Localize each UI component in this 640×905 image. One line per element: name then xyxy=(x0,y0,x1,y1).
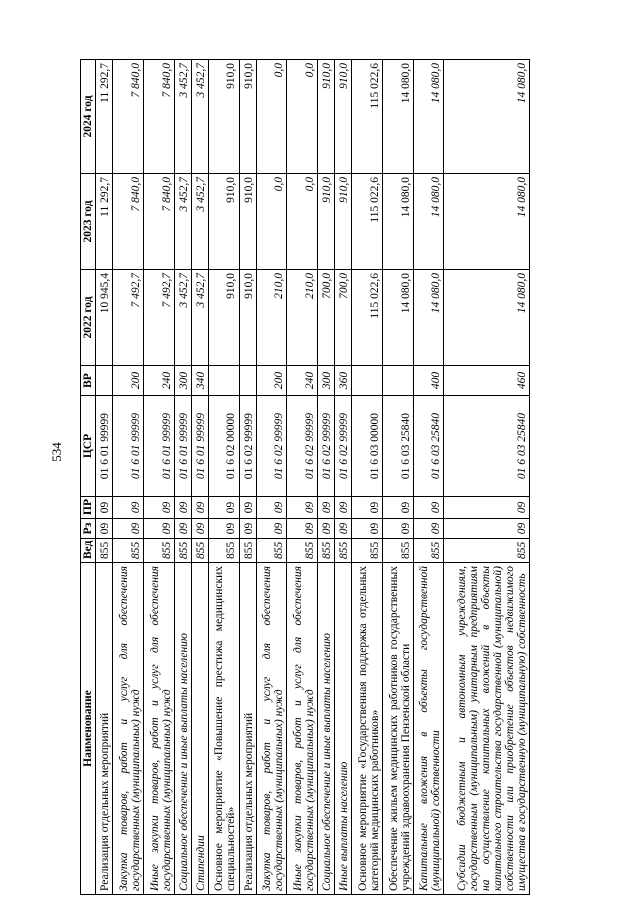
cell-2022: 910,0 xyxy=(239,270,256,366)
table-rotated-wrapper xyxy=(80,60,530,895)
cell-csr: 01 6 02 99999 xyxy=(335,396,352,497)
cell-2024: 910,0 xyxy=(208,60,239,174)
table-row xyxy=(174,60,191,895)
cell-2024: 910,0 xyxy=(335,60,352,174)
cell-2023: 115 022,6 xyxy=(352,174,383,270)
cell-name: Реализация отдельных мероприятий xyxy=(96,563,113,895)
cell-csr: 01 6 03 25840 xyxy=(382,396,413,497)
cell-vr xyxy=(352,366,383,396)
table-row xyxy=(318,60,335,895)
cell-csr: 01 6 02 99999 xyxy=(287,396,318,497)
cell-rz: 09 xyxy=(239,519,256,539)
cell-2023: 910,0 xyxy=(318,174,335,270)
cell-rz: 09 xyxy=(256,519,287,539)
cell-rz: 09 xyxy=(191,519,208,539)
cell-vr: 300 xyxy=(174,366,191,396)
cell-rz: 09 xyxy=(143,519,174,539)
table-body xyxy=(96,60,530,895)
cell-vr: 240 xyxy=(287,366,318,396)
cell-vr: 340 xyxy=(191,366,208,396)
cell-pr: 09 xyxy=(335,497,352,519)
cell-2023: 14 080,0 xyxy=(382,174,413,270)
cell-ved: 855 xyxy=(335,539,352,563)
cell-csr: 01 6 02 99999 xyxy=(318,396,335,497)
cell-csr: 01 6 01 99999 xyxy=(96,396,113,497)
cell-name: Субсидии бюджетным и автономным учреждениям, государственным (муниципальным) унитарным предприятиям на осуществление капитальных вложений в объекты капитального строительства государственной (муниципальной) собственности или приобретение объектов недвижимого имущества в государственную (муниципальную) собственность xyxy=(444,563,530,895)
cell-name: Социальное обеспечение и иные выплаты населению xyxy=(174,563,191,895)
table-row xyxy=(335,60,352,895)
cell-pr: 09 xyxy=(96,497,113,519)
cell-2024: 11 292,7 xyxy=(96,60,113,174)
header-vr: ВР xyxy=(81,366,96,396)
cell-ved: 855 xyxy=(444,539,530,563)
table-row xyxy=(191,60,208,895)
cell-2022: 115 022,6 xyxy=(352,270,383,366)
cell-pr: 09 xyxy=(256,497,287,519)
cell-csr: 01 6 03 00000 xyxy=(352,396,383,497)
cell-csr: 01 6 01 99999 xyxy=(174,396,191,497)
cell-name: Реализация отдельных мероприятий xyxy=(239,563,256,895)
cell-2023: 910,0 xyxy=(335,174,352,270)
cell-2023: 3 452,7 xyxy=(191,174,208,270)
table-row xyxy=(239,60,256,895)
cell-pr: 09 xyxy=(413,497,444,519)
cell-rz: 09 xyxy=(96,519,113,539)
cell-name: Социальное обеспечение и иные выплаты населению xyxy=(318,563,335,895)
cell-vr: 360 xyxy=(335,366,352,396)
cell-name: Стипендии xyxy=(191,563,208,895)
cell-pr: 09 xyxy=(352,497,383,519)
cell-2023: 0,0 xyxy=(256,174,287,270)
header-2024: 2024 год xyxy=(81,60,96,174)
cell-ved: 855 xyxy=(191,539,208,563)
cell-2024: 910,0 xyxy=(239,60,256,174)
cell-csr: 01 6 02 99999 xyxy=(256,396,287,497)
cell-ved: 855 xyxy=(208,539,239,563)
cell-rz: 09 xyxy=(413,519,444,539)
cell-pr: 09 xyxy=(208,497,239,519)
cell-2022: 7 492,7 xyxy=(143,270,174,366)
cell-2022: 3 452,7 xyxy=(174,270,191,366)
cell-vr xyxy=(382,366,413,396)
cell-2024: 0,0 xyxy=(256,60,287,174)
cell-name: Закупка товаров, работ и услуг для обеспечения государственных (муниципальных) нужд xyxy=(113,563,144,895)
table-row xyxy=(382,60,413,895)
table-row xyxy=(96,60,113,895)
cell-vr xyxy=(208,366,239,396)
cell-2023: 14 080,0 xyxy=(444,174,530,270)
header-pr: ПР xyxy=(81,497,96,519)
cell-ved: 855 xyxy=(143,539,174,563)
cell-2022: 3 452,7 xyxy=(191,270,208,366)
table-row xyxy=(413,60,444,895)
cell-2024: 7 840,0 xyxy=(143,60,174,174)
cell-rz: 09 xyxy=(444,519,530,539)
cell-vr: 400 xyxy=(413,366,444,396)
cell-ved: 855 xyxy=(96,539,113,563)
cell-2023: 3 452,7 xyxy=(174,174,191,270)
cell-2022: 210,0 xyxy=(256,270,287,366)
cell-2024: 14 080,0 xyxy=(413,60,444,174)
table-header-row xyxy=(81,60,96,895)
cell-ved: 855 xyxy=(239,539,256,563)
cell-csr: 01 6 01 99999 xyxy=(191,396,208,497)
cell-ved: 855 xyxy=(413,539,444,563)
budget-table xyxy=(80,59,530,895)
cell-pr: 09 xyxy=(287,497,318,519)
cell-rz: 09 xyxy=(208,519,239,539)
cell-rz: 09 xyxy=(174,519,191,539)
cell-2022: 14 080,0 xyxy=(413,270,444,366)
cell-csr: 01 6 01 99999 xyxy=(143,396,174,497)
cell-pr: 09 xyxy=(113,497,144,519)
cell-2022: 10 945,4 xyxy=(96,270,113,366)
cell-ved: 855 xyxy=(318,539,335,563)
cell-2023: 7 840,0 xyxy=(113,174,144,270)
cell-rz: 09 xyxy=(287,519,318,539)
cell-vr: 200 xyxy=(256,366,287,396)
cell-ved: 855 xyxy=(352,539,383,563)
table-row xyxy=(113,60,144,895)
cell-rz: 09 xyxy=(335,519,352,539)
cell-rz: 09 xyxy=(352,519,383,539)
header-rz: Рз xyxy=(81,519,96,539)
cell-name: Основное мероприятие «Повышение престижа медицинских специальностей» xyxy=(208,563,239,895)
cell-ved: 855 xyxy=(174,539,191,563)
cell-name: Основное мероприятие «Государственная поддержка отдельных категорий медицинских работников» xyxy=(352,563,383,895)
cell-2024: 14 080,0 xyxy=(444,60,530,174)
cell-name: Обеспечение жильем медицинских работников государственных учреждений здравоохранения Пензенской области xyxy=(382,563,413,895)
cell-pr: 09 xyxy=(444,497,530,519)
cell-ved: 855 xyxy=(287,539,318,563)
cell-name: Закупка товаров, работ и услуг для обеспечения государственных (муниципальных) нужд xyxy=(256,563,287,895)
header-csr: ЦСР xyxy=(81,396,96,497)
cell-csr: 01 6 02 00000 xyxy=(208,396,239,497)
cell-pr: 09 xyxy=(382,497,413,519)
cell-2022: 7 492,7 xyxy=(113,270,144,366)
cell-2023: 910,0 xyxy=(239,174,256,270)
cell-ved: 855 xyxy=(382,539,413,563)
cell-2023: 14 080,0 xyxy=(413,174,444,270)
table-row xyxy=(444,60,530,895)
cell-csr: 01 6 02 99999 xyxy=(239,396,256,497)
cell-2024: 3 452,7 xyxy=(174,60,191,174)
header-2023: 2023 год xyxy=(81,174,96,270)
cell-rz: 09 xyxy=(318,519,335,539)
cell-2022: 14 080,0 xyxy=(382,270,413,366)
table-row xyxy=(208,60,239,895)
cell-vr: 240 xyxy=(143,366,174,396)
cell-2022: 210,0 xyxy=(287,270,318,366)
cell-name: Капитальные вложения в объекты государственной (муниципальной) собственности xyxy=(413,563,444,895)
header-ved: Вед xyxy=(81,539,96,563)
header-2022: 2022 год xyxy=(81,270,96,366)
page-number: 534 xyxy=(49,442,64,462)
cell-vr: 460 xyxy=(444,366,530,396)
cell-2022: 14 080,0 xyxy=(444,270,530,366)
cell-2022: 910,0 xyxy=(208,270,239,366)
cell-vr xyxy=(96,366,113,396)
cell-2024: 910,0 xyxy=(318,60,335,174)
table-row xyxy=(143,60,174,895)
header-name: Наименование xyxy=(81,563,96,895)
cell-csr: 01 6 03 25840 xyxy=(444,396,530,497)
cell-ved: 855 xyxy=(256,539,287,563)
table-row xyxy=(352,60,383,895)
cell-2024: 14 080,0 xyxy=(382,60,413,174)
cell-2023: 11 292,7 xyxy=(96,174,113,270)
cell-rz: 09 xyxy=(382,519,413,539)
cell-2024: 115 022,6 xyxy=(352,60,383,174)
cell-name: Иные закупки товаров, работ и услуг для обеспечения государственных (муниципальных) нужд xyxy=(287,563,318,895)
cell-name: Иные выплаты населению xyxy=(335,563,352,895)
cell-2024: 0,0 xyxy=(287,60,318,174)
cell-2024: 3 452,7 xyxy=(191,60,208,174)
cell-pr: 09 xyxy=(143,497,174,519)
cell-pr: 09 xyxy=(318,497,335,519)
cell-vr xyxy=(239,366,256,396)
cell-name: Иные закупки товаров, работ и услуг для обеспечения государственных (муниципальных) нужд xyxy=(143,563,174,895)
table-row xyxy=(287,60,318,895)
cell-2023: 910,0 xyxy=(208,174,239,270)
cell-pr: 09 xyxy=(239,497,256,519)
cell-pr: 09 xyxy=(191,497,208,519)
cell-2023: 0,0 xyxy=(287,174,318,270)
cell-2024: 7 840,0 xyxy=(113,60,144,174)
cell-csr: 01 6 01 99999 xyxy=(113,396,144,497)
cell-pr: 09 xyxy=(174,497,191,519)
cell-vr: 300 xyxy=(318,366,335,396)
cell-csr: 01 6 03 25840 xyxy=(413,396,444,497)
cell-rz: 09 xyxy=(113,519,144,539)
cell-ved: 855 xyxy=(113,539,144,563)
cell-2022: 700,0 xyxy=(318,270,335,366)
table-row xyxy=(256,60,287,895)
cell-vr: 200 xyxy=(113,366,144,396)
cell-2023: 7 840,0 xyxy=(143,174,174,270)
cell-2022: 700,0 xyxy=(335,270,352,366)
